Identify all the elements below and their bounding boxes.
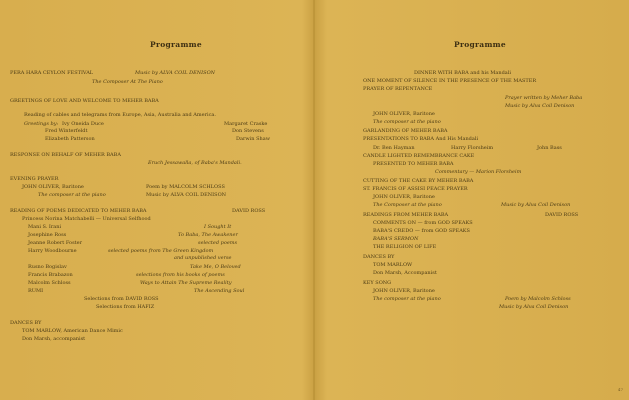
right-programme-line: Prayer written by Meher Baba <box>505 95 583 101</box>
right-programme-line: PRESENTATIONS TO BABA And His Mandali <box>363 136 479 142</box>
left-programme-line: READING OF POEMS DEDICATED TO MEHER BABA <box>10 208 147 214</box>
left-programme-line: Selections from HAFIZ <box>96 304 155 310</box>
left-programme-line: Poem by MALCOLM SCHLOSS <box>146 184 225 190</box>
left-programme-line: Don Stevens <box>232 128 264 134</box>
right-programme-line: BABA'S CREDO — from GOD SPEAKS <box>373 228 470 234</box>
left-programme-line: Jeanne Robert Foster <box>28 240 82 246</box>
right-programme-line: ONE MOMENT OF SILENCE IN THE PRESENCE OF THE MASTER <box>363 78 537 84</box>
left-programme-line: Francis Brabazon <box>28 272 73 278</box>
right-programme-line: JOHN OLIVER, Baritone <box>373 288 435 294</box>
left-programme-line: The Ascending Soul <box>194 288 245 294</box>
left-programme-line: To Baba, The Awakener <box>178 232 238 238</box>
left-programme-line: Greetings by: <box>24 121 59 127</box>
right-programme-line: GARLANDING OF MEHER BABA <box>363 128 448 134</box>
right-programme-line: John Bass <box>537 145 562 151</box>
right-programme-line: Music by Alva Coil Denison <box>499 304 569 310</box>
left-page <box>0 0 314 400</box>
right-programme-line: Harry Florsheim <box>451 145 494 151</box>
left-programme-line: Rusno Bogislav <box>28 264 67 270</box>
right-programme-line: Poem by Malcolm Schloss <box>505 296 571 302</box>
left-programme-line: Elizabeth Patterson <box>45 136 95 142</box>
left-programme-line: PERA HARA CEYLON FESTIVAL <box>10 70 94 76</box>
left-programme-line: Darwin Shaw <box>236 136 270 142</box>
right-programme-line: CANDLE LIGHTED REMEMBRANCE CAKE <box>363 153 475 159</box>
right-programme-line: READINGS FROM MEHER BABA <box>363 212 449 218</box>
right-programme-line: CUTTING OF THE CAKE BY MEHER BABA <box>363 178 474 184</box>
right-programme-line: ST. FRANCIS OF ASSISI PEACE PRAYER <box>363 186 468 192</box>
right-page-title: Programme <box>454 40 506 49</box>
left-programme-line: Reading of cables and telegrams from Europe, Asia, Australia and America. <box>24 112 216 118</box>
right-programme-line: Music by Alva Coil Denison <box>505 103 575 109</box>
right-programme-line: The composer at the piano <box>373 296 441 302</box>
right-programme-line: The Composer at the piano <box>373 202 442 208</box>
right-programme-line: Don Marsh, Accompanist <box>373 270 437 276</box>
left-programme-line: Ivy Oneida Duce <box>62 121 104 127</box>
left-programme-line: Malcolm Schloss <box>28 280 71 286</box>
left-programme-line: and unpublished verse <box>174 255 232 261</box>
right-programme-line: JOHN OLIVER, Baritone <box>373 194 435 200</box>
left-programme-line: Ways to Attain The Supreme Reality <box>140 280 232 286</box>
left-programme-line: selected poems from The Green Kingdom <box>108 248 214 254</box>
left-programme-line: Music by ALVA COIL DENISON <box>146 192 227 198</box>
left-programme-line: TOM MARLOW, American Dance Mimic <box>22 328 123 334</box>
right-programme-line: DINNER WITH BABA and his Mandali <box>414 70 511 76</box>
right-programme-line: BABA'S SERMON <box>373 236 419 242</box>
left-programme-line: DAVID ROSS <box>232 208 266 214</box>
left-programme-line: RESPONSE ON BEHALF OF MEHER BABA <box>10 152 121 158</box>
right-programme-line: COMMENTS ON — from GOD SPEAKS <box>373 220 473 226</box>
right-programme-line: KEY SONG <box>363 280 392 286</box>
left-programme-line: Eruch Jessawalla, of Baba's Mandali. <box>148 160 242 166</box>
right-programme-line: PRESENTED TO MEHER BABA <box>373 161 454 167</box>
right-programme-line: JOHN OLIVER, Baritone <box>373 111 435 117</box>
left-programme-line: Take Me, O Beloved <box>190 264 241 270</box>
right-programme-line: Commentary — Marion Florsheim <box>435 169 522 175</box>
left-programme-line: JOHN OLIVER, Baritone <box>22 184 84 190</box>
left-programme-line: selections from his books of poems <box>136 272 225 278</box>
right-programme-line: The composer at the piano <box>373 119 441 125</box>
right-programme-line: TOM MARLOW <box>373 262 413 268</box>
right-programme-line: DAVID ROSS <box>545 212 579 218</box>
left-programme-line: EVENING PRAYER <box>10 176 59 182</box>
right-programme-line: Dr. Ben Hayman <box>373 145 415 151</box>
left-programme-line: selected poems <box>198 240 238 246</box>
left-programme-line: Fred Winterfeldt <box>45 128 88 134</box>
right-page <box>315 0 629 400</box>
right-programme-line: DANCES BY <box>363 254 395 260</box>
left-programme-line: Margaret Craske <box>224 121 268 127</box>
left-programme-line: Princess Norina Matchabelli — Universal Selfhood <box>22 216 151 222</box>
right-programme-line: Music by Alva Coil Denison <box>501 202 571 208</box>
left-programme-line: RUMI <box>28 288 44 294</box>
left-programme-line: Music by ALVA COIL DENISON <box>135 70 216 76</box>
left-programme-line: GREETINGS OF LOVE AND WELCOME TO MEHER BABA <box>10 98 159 104</box>
right-programme-line: PRAYER OF REPENTANCE <box>363 86 433 92</box>
left-programme-line: Josephine Ross <box>28 232 67 238</box>
left-page-title: Programme <box>150 40 202 49</box>
left-programme-line: Harry Woodbourne <box>28 248 77 254</box>
left-programme-line: The Composer At The Piano <box>92 79 163 85</box>
right-programme-line: THE RELIGION OF LIFE <box>373 244 437 250</box>
left-programme-line: Don Marsh, accompanist <box>22 336 86 342</box>
left-programme-line: Selections from DAVID ROSS <box>84 296 159 302</box>
left-programme-line: I Sought It <box>204 224 232 230</box>
left-programme-line: Mani S. Irani <box>28 224 62 230</box>
left-programme-line: The composer at the piano <box>38 192 106 198</box>
page-number: 47 <box>617 387 623 392</box>
left-programme-line: DANCES BY <box>10 320 42 326</box>
